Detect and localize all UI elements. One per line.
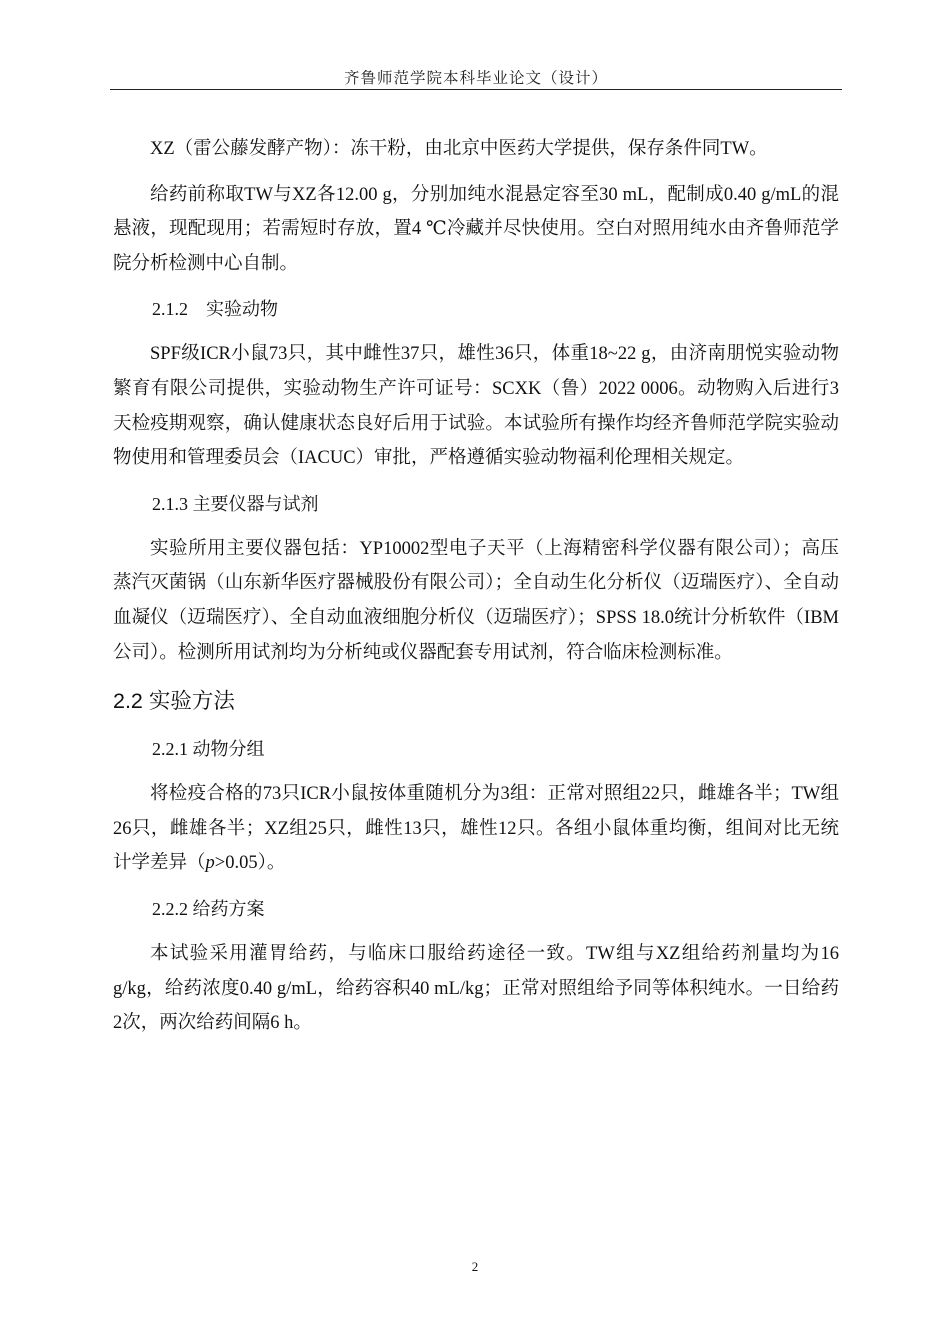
paragraph-drug-preparation: 给药前称取TW与XZ各12.00 g，分别加纯水混悬定容至30 mL，配制成0.40 g/mL的混悬液，现配现用；若需短时存放，置4 ℃冷藏并尽快使用。空白对照用纯水由齐鲁师范学院分析检测中心自制。 bbox=[113, 184, 839, 274]
paragraph-animal-grouping bbox=[113, 777, 839, 881]
grouping-text-b: >0.05）。 bbox=[214, 853, 286, 874]
section-heading-2-2: 2.2 实验方法 bbox=[113, 689, 235, 714]
subsection-heading-2-1-2: 2.1.2 实验动物 bbox=[152, 299, 278, 320]
paragraph-experimental-animals: SPF级ICR小鼠73只，其中雌性37只，雄性36只，体重18~22 g，由济南朋悦实验动物繁育有限公司提供，实验动物生产许可证号：SCXK（鲁）2022 0006。动物购入后进行3天检疫期观察，确认健康状态良好后用于试验。本试验所有操作均经齐鲁师范学院实验动物使用和管理委员会（IACUC）审批，严格遵循实验动物福利伦理相关规定。 bbox=[113, 344, 839, 469]
header-rule bbox=[110, 89, 842, 90]
paragraph-instruments: 实验所用主要仪器包括：YP10002型电子天平（上海精密科学仪器有限公司）；高压蒸汽灭菌锅（山东新华医疗器械股份有限公司）；全自动生化分析仪（迈瑞医疗）、全自动血凝仪（迈瑞医疗）、全自动血液细胞分析仪（迈瑞医疗）；SPSS 18.0统计分析软件（IBM公司）。检测所用试剂均为分析纯或仪器配套专用试剂，符合临床检测标准。 bbox=[113, 538, 839, 663]
subsection-heading-2-1-3: 2.1.3 主要仪器与试剂 bbox=[152, 493, 319, 514]
page-number: 2 bbox=[471, 1259, 479, 1274]
paragraph-dosing-regimen: 本试验采用灌胃给药，与临床口服给药途径一致。TW组与XZ组给药剂量均为16 g/kg，给药浓度0.40 g/mL，给药容积40 mL/kg；正常对照组给予同等体积纯水。一日给药2次，两次给药间隔6 h。 bbox=[113, 943, 839, 1034]
running-header: 齐鲁师范学院本科毕业论文（设计） bbox=[343, 70, 608, 87]
p-value-symbol: p bbox=[205, 853, 215, 874]
subsection-heading-2-2-1: 2.2.1 动物分组 bbox=[152, 739, 265, 760]
subsection-heading-2-2-2: 2.2.2 给药方案 bbox=[152, 898, 265, 919]
grouping-text-a: 将检疫合格的73只ICR小鼠按体重随机分为3组：正常对照组22只，雌雄各半；TW组26只，雌雄各半；XZ组25只，雌性13只，雄性12只。各组小鼠体重均衡，组间对比无统计学差异（ bbox=[113, 784, 839, 874]
page-body bbox=[113, 132, 839, 1041]
paragraph-xz-material: XZ（雷公藤发酵产物）：冻干粉，由北京中医药大学提供，保存条件同TW。 bbox=[150, 139, 768, 159]
